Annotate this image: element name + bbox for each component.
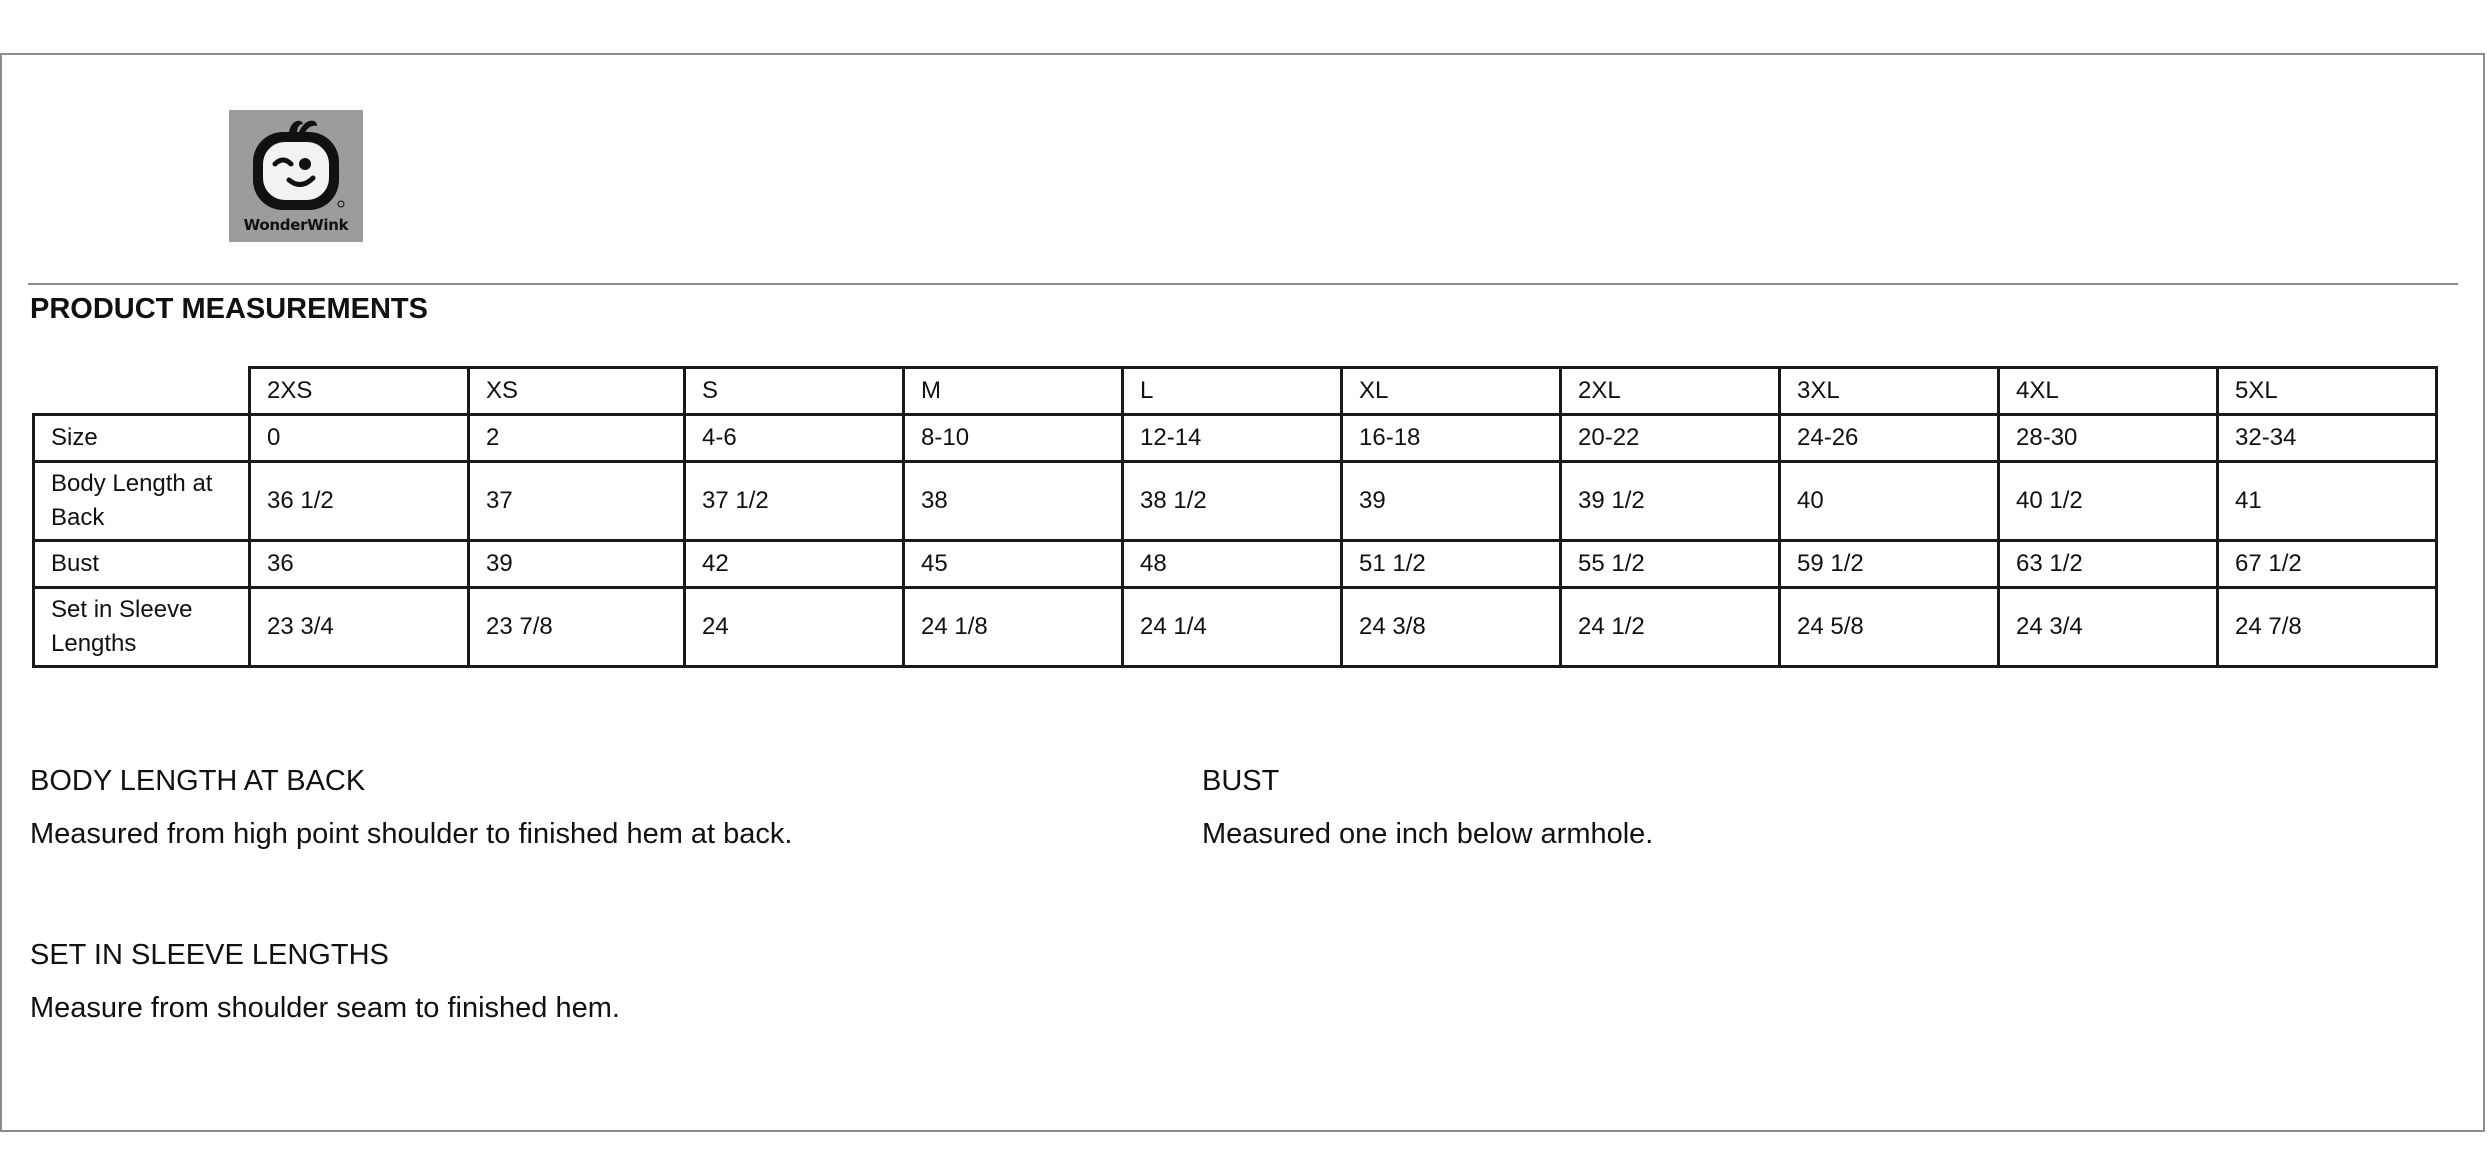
body-length-title: BODY LENGTH AT BACK [30,765,366,797]
table-row [34,588,2437,667]
table-cell: 37 1/2 [685,462,904,541]
column-header: 2XS [250,368,469,415]
table-cell: 28-30 [1999,415,2218,462]
table-cell: 0 [250,415,469,462]
table-cell: 36 [250,541,469,588]
table-cell: 48 [1123,541,1342,588]
page-title: PRODUCT MEASUREMENTS [30,293,428,325]
brand-logo [229,110,363,242]
table-cell: 42 [685,541,904,588]
table-cell: 23 3/4 [250,588,469,667]
table-cell: 36 1/2 [250,462,469,541]
row-label: Set in Sleeve Lengths [34,588,250,667]
table-cell: 41 [2218,462,2437,541]
sleeve-length-title: SET IN SLEEVE LENGTHS [30,939,389,971]
row-label: Bust [34,541,250,588]
table-cell: 20-22 [1561,415,1780,462]
table-cell: 40 1/2 [1999,462,2218,541]
sleeve-length-description: Measure from shoulder seam to finished hem. [30,992,620,1024]
table-cell: 37 [469,462,685,541]
table-row [34,462,2437,541]
column-header: 4XL [1999,368,2218,415]
table-cell: 24 1/8 [904,588,1123,667]
table-cell: 24 [685,588,904,667]
column-header: 5XL [2218,368,2437,415]
logo-wordmark: WonderWink [243,216,349,234]
table-cell: 2 [469,415,685,462]
column-header: M [904,368,1123,415]
column-header: XL [1342,368,1561,415]
body-length-description: Measured from high point shoulder to finished hem at back. [30,818,793,850]
table-cell: 67 1/2 [2218,541,2437,588]
table-cell: 45 [904,541,1123,588]
table-cell: 24 1/2 [1561,588,1780,667]
table-row [34,541,2437,588]
table-cell: 8-10 [904,415,1123,462]
table-cell: 39 [469,541,685,588]
column-header: 2XL [1561,368,1780,415]
table-cell: 12-14 [1123,415,1342,462]
table-cell: 39 1/2 [1561,462,1780,541]
header-divider [28,283,2458,285]
table-cell: 24 1/4 [1123,588,1342,667]
table-cell: 4-6 [685,415,904,462]
table-cell: 63 1/2 [1999,541,2218,588]
row-label: Size [34,415,250,462]
table-corner-cell [34,368,250,415]
column-header: L [1123,368,1342,415]
table-cell: 24 7/8 [2218,588,2437,667]
row-label: Body Length at Back [34,462,250,541]
column-header: S [685,368,904,415]
table-cell: 24 5/8 [1780,588,1999,667]
table-cell: 38 1/2 [1123,462,1342,541]
bust-description: Measured one inch below armhole. [1202,818,1654,850]
table-cell: 24-26 [1780,415,1999,462]
column-header: XS [469,368,685,415]
table-cell: 59 1/2 [1780,541,1999,588]
table-cell: 39 [1342,462,1561,541]
table-cell: 38 [904,462,1123,541]
table-cell: 24 3/8 [1342,588,1561,667]
table-row [34,415,2437,462]
table-cell: 51 1/2 [1342,541,1561,588]
table-cell: 24 3/4 [1999,588,2218,667]
table-cell: 16-18 [1342,415,1561,462]
measurements-table [32,366,2438,668]
table-cell: 32-34 [2218,415,2437,462]
table-cell: 23 7/8 [469,588,685,667]
table-header-row [34,368,2437,415]
bust-title: BUST [1202,765,1280,797]
table-cell: 40 [1780,462,1999,541]
column-header: 3XL [1780,368,1999,415]
table-cell: 55 1/2 [1561,541,1780,588]
